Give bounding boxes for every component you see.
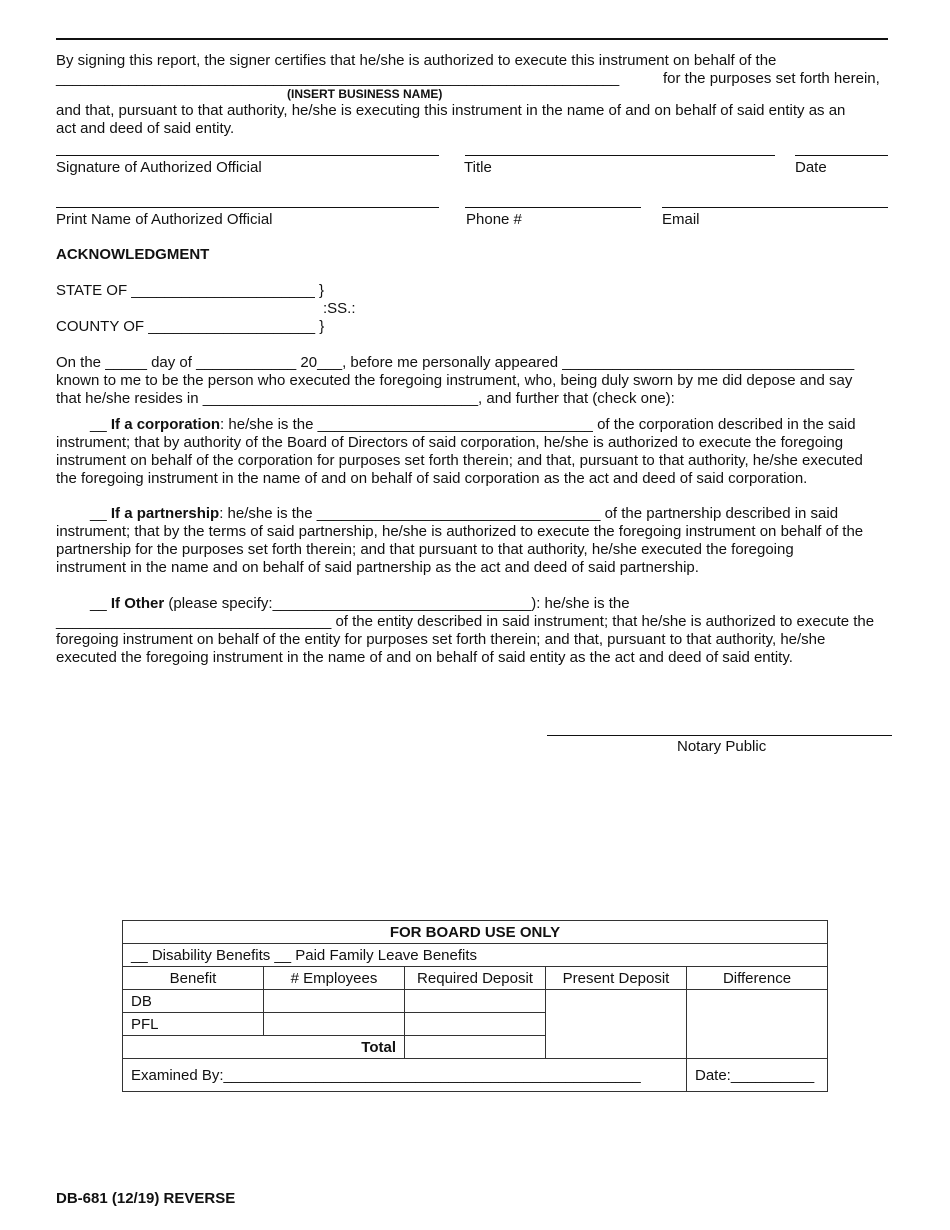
total-required-deposit-cell[interactable] [405, 1036, 546, 1059]
other-label: If Other [110, 595, 165, 612]
other-clause [56, 595, 896, 667]
other-text-3: foregoing instrument on behalf of the entity for purposes set forth therein; and that, pursuant to that authority, he/she [56, 631, 826, 648]
phone-label: Phone # [466, 211, 522, 228]
date-line[interactable] [795, 155, 888, 156]
state-of-field[interactable]: STATE OF ______________________ } [56, 282, 324, 299]
partnership-clause [56, 505, 896, 577]
board-use-table [122, 920, 828, 1092]
date-label: Date [795, 159, 827, 176]
column-header: Difference [687, 967, 828, 990]
print-name-line[interactable] [56, 207, 439, 208]
other-checkbox[interactable]: __ [90, 595, 107, 612]
partnership-checkbox[interactable]: __ [90, 505, 107, 522]
certification-line-1: By signing this report, the signer certifies that he/she is authorized to execute this instrument on behalf of the [56, 52, 777, 69]
db-required-deposit-cell[interactable] [405, 990, 546, 1013]
board-table-header [123, 967, 828, 990]
corporation-clause [56, 416, 896, 488]
title-label: Title [464, 159, 492, 176]
partnership-text-4: instrument in the name and on behalf of said partnership as the act and deed of said partnership. [56, 559, 699, 576]
corporation-checkbox[interactable]: __ [90, 416, 107, 433]
row-label-pfl: PFL [123, 1013, 264, 1036]
partnership-text-2: instrument; that by the terms of said partnership, he/she is authorized to execute the foregoing instrument on behalf of the [56, 523, 864, 540]
column-header: Present Deposit [546, 967, 687, 990]
signature-line[interactable] [56, 155, 439, 156]
column-header: Required Deposit [405, 967, 546, 990]
acknowledgment-intro [56, 354, 896, 408]
partnership-text-1: : he/she is the __________________________________ of the partnership described in said [219, 505, 839, 522]
board-use-title: FOR BOARD USE ONLY [123, 921, 828, 944]
benefit-type-options[interactable]: __ Disability Benefits __ Paid Family Leave Benefits [123, 944, 828, 967]
present-deposit-cell[interactable] [546, 990, 687, 1059]
corporation-label: If a corporation [110, 416, 221, 433]
corporation-text-1: : he/she is the _________________________________ of the corporation described in the said [220, 416, 856, 433]
certification-line-4: act and deed of said entity. [56, 120, 235, 137]
partnership-label: If a partnership [110, 505, 220, 522]
other-text-1: (please specify:_______________________________): he/she is the [164, 595, 630, 612]
pfl-required-deposit-cell[interactable] [405, 1013, 546, 1036]
db-employees-cell[interactable] [264, 990, 405, 1013]
business-name-blank[interactable]: ______________________________________________________________________ [56, 70, 619, 87]
board-date-field[interactable]: Date:__________ [687, 1059, 828, 1092]
county-of-field[interactable]: COUNTY OF ____________________ } [56, 318, 325, 335]
certification-line-2-tail: for the purposes set forth herein, [663, 70, 880, 87]
notary-signature-line[interactable] [547, 735, 892, 736]
pfl-employees-cell[interactable] [264, 1013, 405, 1036]
column-header: # Employees [264, 967, 405, 990]
corporation-text-3: instrument on behalf of the corporation for purposes set forth therein; and that, pursuant to that authority, he/she executed [56, 452, 863, 469]
insert-business-name-label: (INSERT BUSINESS NAME) [287, 87, 443, 101]
top-border [56, 38, 888, 40]
column-header: Benefit [123, 967, 264, 990]
phone-line[interactable] [465, 207, 641, 208]
signature-label: Signature of Authorized Official [56, 159, 262, 176]
ss-label: :SS.: [323, 300, 356, 317]
certification-line-3: and that, pursuant to that authority, he/she is executing this instrument in the name of and on behalf of said entity as an [56, 102, 846, 119]
table-row [123, 1059, 828, 1092]
row-label-db: DB [123, 990, 264, 1013]
acknowledgment-heading: ACKNOWLEDGMENT [56, 246, 210, 263]
table-row [123, 990, 828, 1013]
difference-cell[interactable] [687, 990, 828, 1059]
corporation-text-4: the foregoing instrument in the name of and on behalf of said corporation as the act and deed of said corporation. [56, 470, 808, 487]
notary-public-label: Notary Public [677, 738, 767, 755]
corporation-text-2: instrument; that by authority of the Board of Directors of said corporation, he/she is authorized to execute the foregoing [56, 434, 844, 451]
title-line[interactable] [465, 155, 775, 156]
total-label: Total [123, 1036, 405, 1059]
email-label: Email [662, 211, 700, 228]
partnership-text-3: partnership for the purposes set forth therein; and that pursuant to that authority, he/she executed the foregoing [56, 541, 794, 558]
other-text-4: executed the foregoing instrument in the name of and on behalf of said entity as the act and deed of said entity. [56, 649, 793, 666]
examined-by-field[interactable]: Examined By:__________________________________________________ [123, 1059, 687, 1092]
intro-line-2: known to me to be the person who executed the foregoing instrument, who, being duly sworn by me did depose and say [56, 372, 853, 389]
intro-line-1[interactable]: On the _____ day of ____________ 20___, before me personally appeared ___________________________________ [56, 354, 855, 371]
intro-line-3[interactable]: that he/she resides in _________________________________, and further that (check one): [56, 390, 675, 407]
email-line[interactable] [662, 207, 888, 208]
other-text-2: _________________________________ of the entity described in said instrument; that he/she is authorized to execute the [56, 613, 875, 630]
form-footer-id: DB-681 (12/19) REVERSE [56, 1190, 236, 1207]
print-name-label: Print Name of Authorized Official [56, 211, 273, 228]
